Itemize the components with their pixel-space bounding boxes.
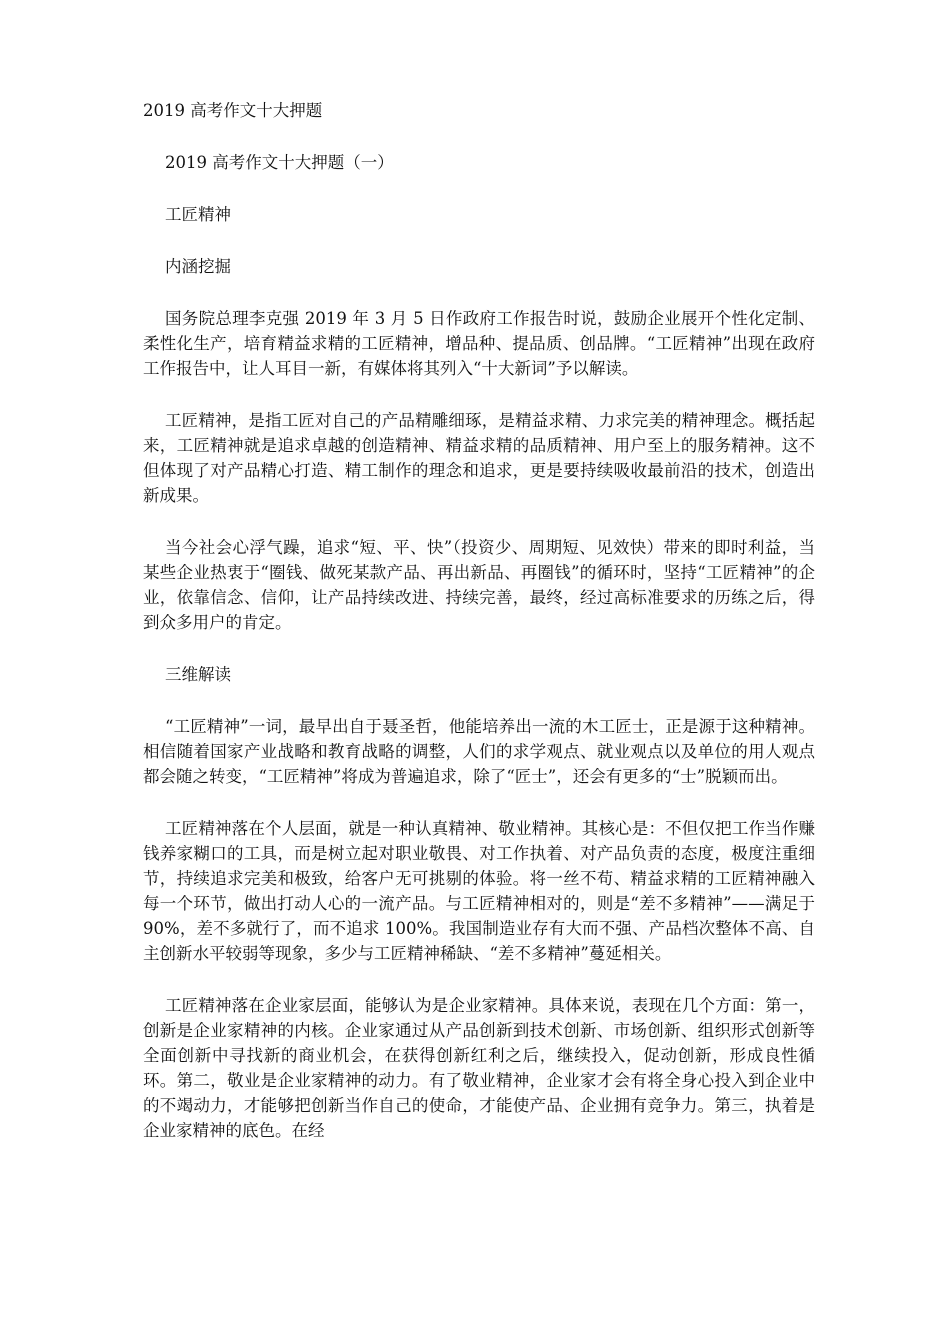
document-page xyxy=(143,98,815,1143)
paragraph: 工匠精神落在个人层面，就是一种认真精神、敬业精神。其核心是：不但仅把工作当作赚钱养家糊口的工具，而是树立起对职业敬畏、对工作执着、对产品负责的态度，极度注重细节，持续追求完美和极致，给客户无可挑剔的体验。将一丝不苟、精益求精的工匠精神融入每一个环节，做出打动人心的一流产品。与工匠精神相对的，则是“差不多精神”——满足于 90%，差不多就行了，而不追求 100%。我国制造业存有大而不强、产品档次整体不高、自主创新水平较弱等现象，多少与工匠精神稀缺、“差不多精神”蔓延相关。 xyxy=(143,819,815,963)
paragraph: 工匠精神落在企业家层面，能够认为是企业家精神。具体来说，表现在几个方面：第一，创新是企业家精神的内核。企业家通过从产品创新到技术创新、市场创新、组织形式创新等全面创新中寻找新的商业机会，在获得创新红利之后，继续投入，促动创新，形成良性循环。第二，敬业是企业家精神的动力。有了敬业精神，企业家才会有将全身心投入到企业中的不竭动力，才能够把创新当作自己的使命，才能使产品、企业拥有竞争力。第三，执着是企业家精神的底色。在经 xyxy=(143,996,815,1140)
paragraph: 国务院总理李克强 2019 年 3 月 5 日作政府工作报告时说，鼓励企业展开个性化定制、柔性化生产，培育精益求精的工匠精神，增品种、提品质、创品牌。“工匠精神”出现在政府工作报告中，让人耳目一新，有媒体将其列入“十大新词”予以解读。 xyxy=(143,309,815,378)
topic-heading: 工匠精神 xyxy=(165,205,231,224)
subheading-interpretation: 三维解读 xyxy=(165,665,231,684)
section-title: 2019 高考作文十大押题（一） xyxy=(165,153,394,172)
paragraph: “工匠精神”一词，最早出自于聂圣哲，他能培养出一流的木工匠士，正是源于这种精神。相信随着国家产业战略和教育战略的调整，人们的求学观点、就业观点以及单位的用人观点都会随之转变，“工匠精神”将成为普遍追求，除了“匠士”，还会有更多的“士”脱颖而出。 xyxy=(143,717,815,786)
paragraph: 当今社会心浮气躁，追求“短、平、快”（投资少、周期短、见效快）带来的即时利益，当某些企业热衷于“圈钱、做死某款产品、再出新品、再圈钱”的循环时，坚持“工匠精神”的企业，依靠信念、信仰，让产品持续改进、持续完善，最终，经过高标准要求的历练之后，得到众多用户的肯定。 xyxy=(143,538,815,632)
document-title: 2019 高考作文十大押题 xyxy=(143,101,323,120)
subheading-connotation: 内涵挖掘 xyxy=(165,257,231,276)
paragraph: 工匠精神，是指工匠对自己的产品精雕细琢，是精益求精、力求完美的精神理念。概括起来，工匠精神就是追求卓越的创造精神、精益求精的品质精神、用户至上的服务精神。这不但体现了对产品精心打造、精工制作的理念和追求，更是要持续吸收最前沿的技术，创造出新成果。 xyxy=(143,411,815,505)
